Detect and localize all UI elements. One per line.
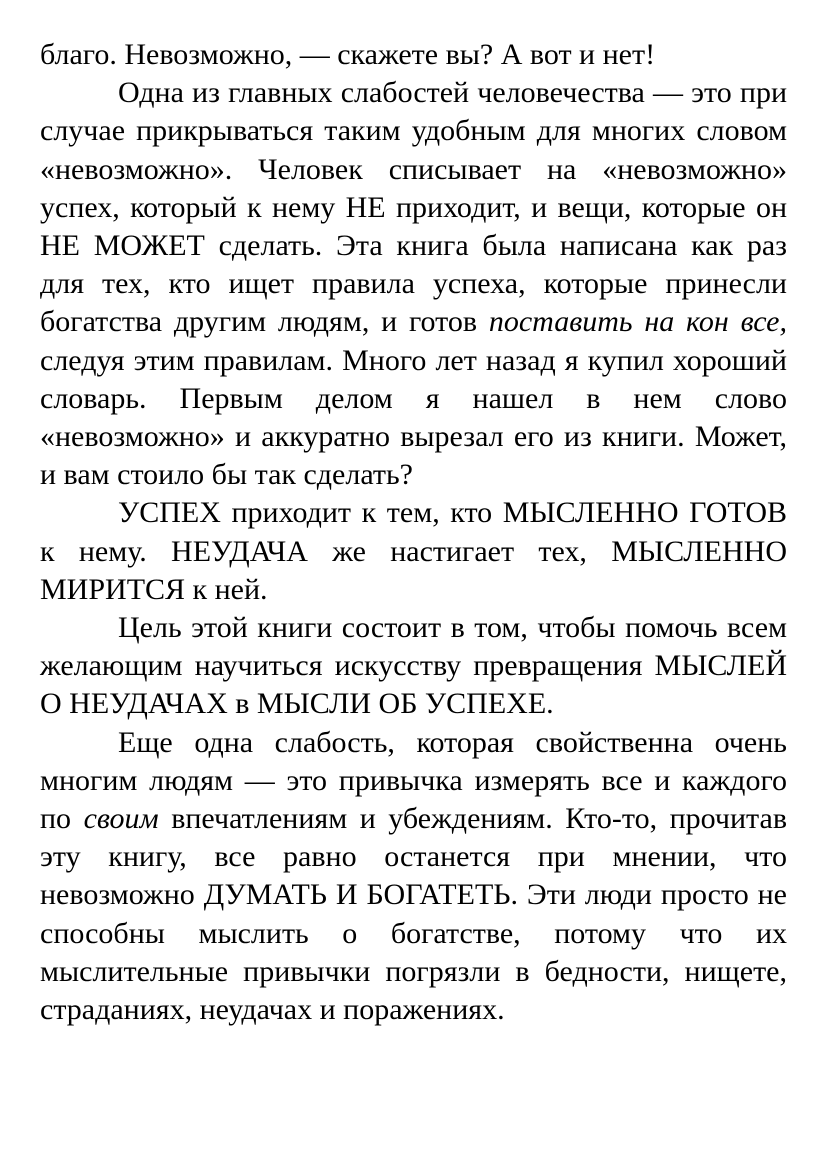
paragraph-weakness-impossible	[40, 74, 787, 494]
text-run: УСПЕХ приходит к тем, кто МЫСЛЕННО ГОТОВ к нему. НЕУДАЧА же настигает тех, МЫСЛЕННО МИРИТСЯ к ней.	[40, 496, 787, 606]
paragraph-another-weakness	[40, 724, 787, 1030]
paragraph-continuation	[40, 36, 787, 74]
italic-phrase: поставить на кон все,	[488, 305, 787, 339]
document-page	[40, 36, 787, 1029]
paragraph-success-failure	[40, 494, 787, 609]
text-run: Одна из главных слабостей человечества — это при случае прикрываться таким удобным для многих словом «невозможно». Человек списывает на «невозможно» успех, который к нему НЕ приходит, и вещи, которые он НЕ МОЖЕТ сделать. Эта книга была написана как раз для тех, кто ищет правила успеха, которые принесли богатства другим людям, и готов	[40, 76, 787, 339]
italic-word: своим	[83, 802, 159, 836]
text-run: благо. Невозможно, — скажете вы? А вот и нет!	[40, 38, 656, 71]
text-run: Еще одна слабость, которая свойственна очень многим людям — это привычка измерять все и каждого по	[40, 725, 787, 836]
text-run: впечатлениям и убеждениям. Кто-то, прочитав эту книгу, все равно останется при мнении, что невозможно ДУМАТЬ И БОГАТЕТЬ. Эти люди просто не способны мыслить о богатстве, потому что их мыслительные привычки погрязли в бедности, нищете, страданиях, неудачах и поражениях.	[40, 802, 787, 1027]
text-run: Цель этой книги состоит в том, чтобы помочь всем желающим научиться искусству превращения МЫСЛЕЙ О НЕУДАЧАХ в МЫСЛИ ОБ УСПЕХЕ.	[40, 611, 787, 721]
text-run: следуя этим правилам. Много лет назад я купил хороший словарь. Первым делом я нашел в нем слово «невозможно» и аккуратно вырезал его из книги. Может, и вам стоило бы так сделать?	[40, 343, 787, 492]
paragraph-book-goal	[40, 609, 787, 724]
